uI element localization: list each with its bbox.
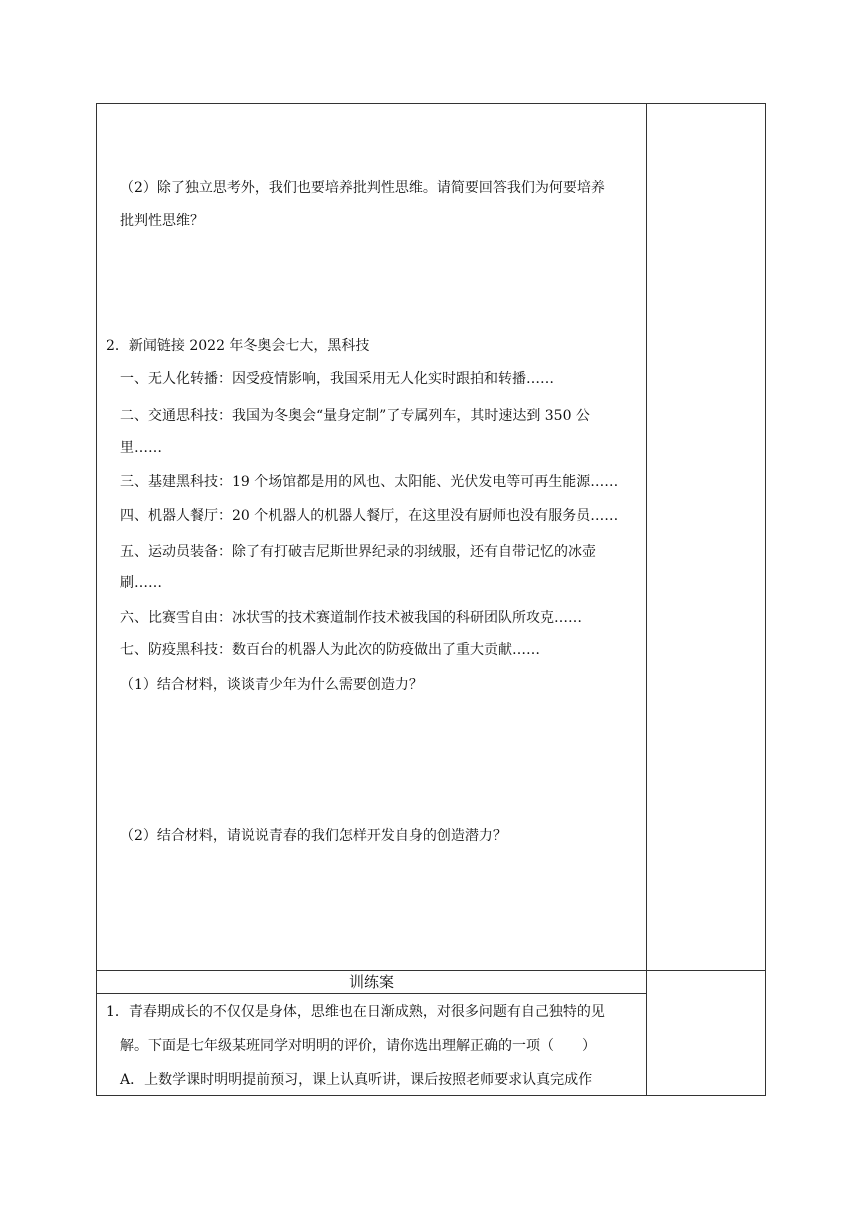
- news-item: 四、机器人餐厅：20 个机器人的机器人餐厅，在这里没有厨师也没有服务员……: [120, 508, 619, 524]
- answer-option: A．上数学课时明明提前预习，课上认真听讲，课后按照老师要求认真完成作: [120, 1072, 593, 1088]
- table-column-divider: [646, 103, 647, 1096]
- news-item: 里……: [120, 440, 162, 456]
- news-item: 三、基建黑科技：19 个场馆都是用的风也、太阳能、光伏发电等可再生能源……: [120, 474, 619, 490]
- sub-question: （2）结合材料，请说说青春的我们怎样开发自身的创造潜力？: [120, 828, 507, 844]
- table-row-divider: [96, 993, 647, 994]
- question-text: 1．青春期成长的不仅仅是身体，思维也在日渐成熟，对很多问题有自己独特的见: [106, 1004, 605, 1020]
- question-text: （2）除了独立思考外，我们也要培养批判性思维。请简要回答我们为何要培养: [120, 180, 605, 196]
- table-row-divider: [96, 970, 766, 971]
- news-item: 二、交通思科技：我国为冬奥会“量身定制”了专属列车，其时速达到 350 公: [120, 408, 590, 424]
- news-item: 六、比赛雪自由：冰状雪的技术赛道制作技术被我国的科研团队所攻克……: [120, 610, 582, 626]
- news-item: 刷……: [120, 575, 162, 591]
- sub-question: （1）结合材料，谈谈青少年为什么需要创造力？: [120, 677, 423, 693]
- worksheet-table: [96, 103, 766, 1096]
- news-heading: 2．新闻链接 2022 年冬奥会七大，黑科技: [106, 338, 370, 354]
- question-text: 解。下面是七年级某班同学对明明的评价，请你选出理解正确的一项（ ）: [120, 1038, 596, 1054]
- news-item: 五、运动员装备：除了有打破吉尼斯世界纪录的羽绒服，还有自带记忆的冰壶: [120, 544, 596, 560]
- question-text: 批判性思维？: [120, 213, 204, 229]
- news-item: 七、防疫黑科技：数百台的机器人为此次的防疫做出了重大贡献……: [120, 642, 540, 658]
- news-item: 一、无人化转播：因受疫情影响，我国采用无人化实时跟拍和转播……: [120, 371, 554, 387]
- section-title: 训练案: [348, 973, 394, 991]
